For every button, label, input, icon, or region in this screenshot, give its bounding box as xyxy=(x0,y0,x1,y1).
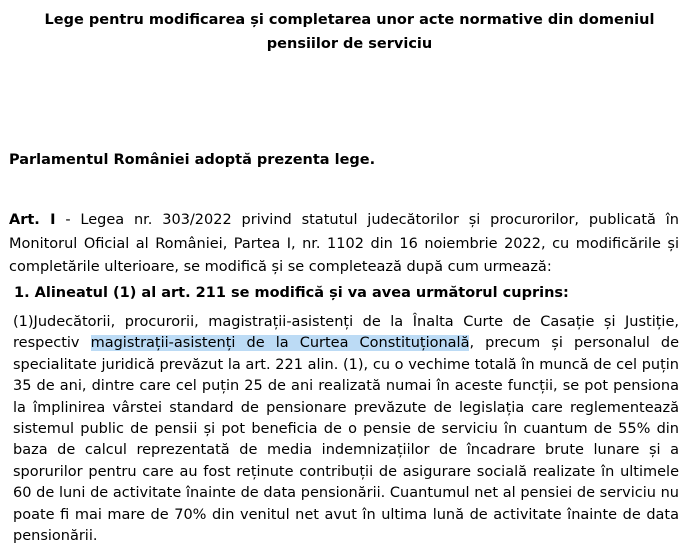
paragraph-text-before: (1)Judecătorii, procurorii, magistrații-asistenți de la Înalta Curte de Casație și Justiție, respectiv xyxy=(13,314,679,352)
article-text: - Legea nr. 303/2022 privind statutul judecătorilor și procurorilor, publicată în Monitorul Oficial al României, Partea I, nr. 1102 din 16 noiembrie 2022, cu modificările și completările ulterioare, se modifică și se completează după cum urmează: xyxy=(9,212,679,275)
article-paragraph xyxy=(9,209,679,280)
document-title: Lege pentru modificarea și completarea unor acte normative din domeniul pensiilor de serviciu xyxy=(44,12,655,52)
paragraph-text-after: , precum și personalul de specialitate juridică prevăzut la art. 221 alin. (1), cu o vechime totală în muncă de cel puțin 35 de ani, dintre care cel puțin 25 de ani realizată numai în aceste funcții, se pot pensiona la împlinirea vârstei standard de pensionare prevăzute de legislația care reglementează sistemul public de pensii și pot beneficia de o pensie de serviciu în cuantum de 55% din baza de calcul reprezentată de media indemnizațiilor de încadrare brute lunare și a sporurilor pentru care au fost reținute contribuții de asigurare socială realizate în ultimele 60 de luni de activitate înainte de data pensionării. Cuantumul net al pensiei de serviciu nu poate fi mai mare de 70% din venitul net avut în ultima lună de activitate înainte de data pensionării. xyxy=(13,335,679,545)
intro-statement: Parlamentul României adoptă prezenta lege. xyxy=(9,152,376,168)
article-label: Art. I xyxy=(9,212,56,228)
point-heading: 1. Alineatul (1) al art. 211 se modifică și va avea următorul cuprins: xyxy=(14,285,569,301)
amended-paragraph xyxy=(13,312,679,547)
selected-text-highlight[interactable]: magistrații-asistenți de la Curtea Constituțională xyxy=(90,335,470,352)
